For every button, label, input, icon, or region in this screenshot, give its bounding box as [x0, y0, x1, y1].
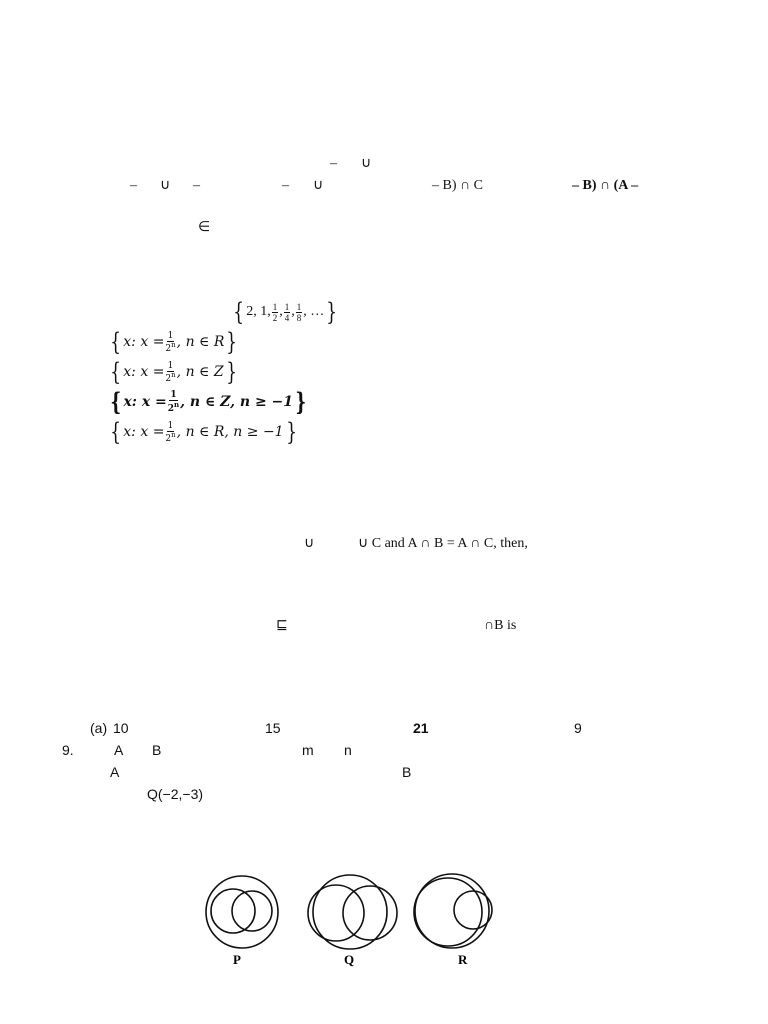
point-q: Q(−2,−3): [147, 786, 204, 802]
question-text: ∩B is: [484, 618, 517, 633]
set-lead: x: x =: [123, 424, 165, 440]
set-items: 2, 1,: [246, 304, 271, 319]
fraction: $\frac{1}{2^n}$: [165, 330, 176, 354]
element-of-symbol: ∈: [198, 220, 211, 235]
option-b-value: 15: [265, 720, 281, 736]
venn-p-outer: [206, 876, 278, 948]
minus-symbol: –: [330, 156, 337, 171]
fraction: $\frac{1}{4}$: [284, 301, 290, 323]
minus-symbol: –: [282, 178, 289, 193]
venn-q-right: [343, 886, 397, 940]
set-option-c: [108, 387, 308, 416]
set-lead: x: x =: [123, 334, 165, 350]
question-number: 9.: [62, 742, 74, 758]
subset-symbol: ⊑: [276, 618, 288, 633]
venn-q-left: [308, 885, 364, 941]
union-symbol: ∪: [304, 536, 315, 551]
option-d-value: 9: [574, 720, 582, 736]
option-fragment-bold: – B) ∩ (A –: [572, 178, 639, 193]
venn-p-right: [232, 891, 272, 931]
close-brace: }: [225, 358, 237, 386]
fraction: $\frac{1}{2}$: [272, 301, 278, 323]
variable-m: m: [302, 742, 314, 758]
venn-label-q: Q: [344, 952, 355, 967]
option-a-value: 10: [113, 720, 129, 736]
minus-symbol: –: [130, 178, 137, 193]
set-option-b: [108, 360, 239, 384]
set-condition: , n ∈ R, n ≥ −1: [176, 424, 284, 440]
point-label-b: B: [402, 764, 412, 780]
venn-diagrams: [196, 866, 506, 974]
point-label-a: A: [114, 742, 124, 758]
venn-r-right: [454, 891, 492, 929]
fraction: $\frac{1}{2^n}$: [167, 390, 180, 414]
venn-p-left: [211, 889, 255, 933]
set-option-d: [108, 420, 299, 444]
set-condition: , n ∈ Z: [176, 364, 224, 380]
given-set: { 2, 1, $\frac{1}{2}$ , $\frac{1}{4}$ , $\frac{1}{8}$ , … }: [233, 298, 338, 326]
open-brace: {: [110, 418, 121, 446]
set-lead: x: x =: [123, 364, 165, 380]
fraction: $\frac{1}{2^n}$: [165, 360, 176, 384]
fraction: $\frac{1}{8}$: [296, 301, 302, 323]
open-brace: {: [110, 328, 121, 356]
close-brace: }: [226, 328, 238, 356]
set-lead: x: x =: [123, 394, 167, 410]
option-c-value: 21: [413, 720, 429, 736]
set-condition: , n ∈ Z, n ≥ −1: [180, 394, 294, 410]
variable-n: n: [344, 742, 352, 758]
open-brace: {: [233, 298, 244, 326]
union-symbol: ∪: [313, 178, 324, 193]
open-brace: {: [110, 358, 121, 386]
venn-label-r: R: [458, 952, 468, 967]
union-symbol: ∪: [361, 156, 372, 171]
point-label-b: B: [152, 742, 162, 758]
close-brace: }: [285, 418, 297, 446]
set-condition: , n ∈ R: [176, 334, 225, 350]
option-fragment: – B) ∩ C: [432, 178, 483, 193]
close-brace: }: [326, 298, 338, 326]
minus-symbol: –: [193, 178, 200, 193]
venn-r-left: [414, 878, 482, 946]
open-brace: {: [110, 387, 122, 416]
option-label-a: (a): [90, 720, 108, 736]
union-symbol: ∪: [160, 178, 171, 193]
close-brace: }: [295, 387, 307, 416]
point-label-a: A: [110, 764, 120, 780]
set-option-a: [108, 330, 240, 354]
fraction: $\frac{1}{2^n}$: [165, 420, 176, 444]
venn-label-p: P: [233, 952, 241, 967]
set-tail: , …: [303, 304, 325, 319]
question-text: ∪ C and A ∩ B = A ∩ C, then,: [358, 536, 528, 551]
